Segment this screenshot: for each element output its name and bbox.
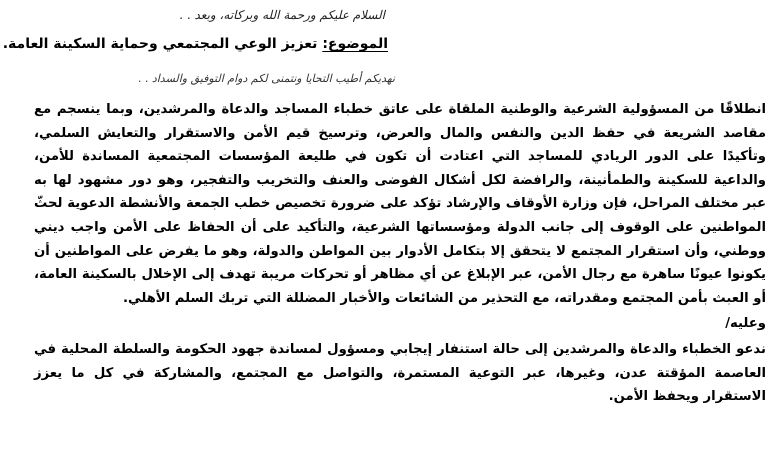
- body-paragraph-1: انطلاقًا من المسؤولية الشرعية والوطنية الملقاة على عاتق خطباء المساجد والدعاة والمرشدين، وبما ينسجم مع مقاصد الشريعة في حفظ الدين والنفس والمال والعرض، وترسيخ قيم الأمن والاستقرار والتعايش السلمي، وتأكيدًا على الدور الريادي للمساجد التي اعتادت أن تكون في طليعة المؤسسات المجتمعية المساندة للأمن، والداعية للسكينة والطمأنينة، والرافضة لكل أشكال الفوضى والعنف والتخريب والتفجير، وهو دور مشهود لها به عبر مختلف المراحل، فإن وزارة الأوقاف والإرشاد تؤكد على ضرورة تخصيص خطب الجمعة والأنشطة الدعوية لحثّ المواطنين على الوقوف إلى جانب الدولة ومؤسساتها الشرعية، والتأكيد على أن الحفاظ على الأمن واجب ديني ووطني، وأن استقرار المجتمع لا يتحقق إلا بتكامل الأدوار بين المواطن والدولة، وهو ما يفرض على المواطنين أن يكونوا عيونًا ساهرة مع رجال الأمن، عبر الإبلاغ عن أي مظاهر أو تحركات مريبة تهدف إلى الإخلال بالسكينة العامة، أو العبث بأمن المجتمع ومقدراته، مع التحذير من الشائعات والأخبار المضللة التي تربك السلم الأهلي.: [34, 102, 766, 306]
- subject-line: [3, 36, 388, 52]
- section-heading: وعليه/: [725, 316, 766, 332]
- body-paragraph-2: ندعو الخطباء والدعاة والمرشدين إلى حالة استنفار إيجابي ومسؤول لمساندة جهود الحكومة والسلطة المحلية في العاصمة المؤقتة عدن، وغيرها، عبر التوعية المستمرة، والتواصل مع المجتمع، والمشاركة في كل ما يعزز الاستقرار ويحفظ الأمن.: [34, 341, 766, 405]
- subject-text: تعزيز الوعي المجتمعي وحماية السكينة العامة.: [2, 36, 318, 52]
- letter-body: [34, 98, 766, 409]
- greeting-line: السلام عليكم ورحمة الله وبركاته، وبعد . .: [179, 8, 385, 22]
- subject-label: الموضوع:: [322, 36, 388, 52]
- regards-line: نهديكم أطيب التحايا ونتمنى لكم دوام التوفيق والسداد . .: [137, 72, 395, 85]
